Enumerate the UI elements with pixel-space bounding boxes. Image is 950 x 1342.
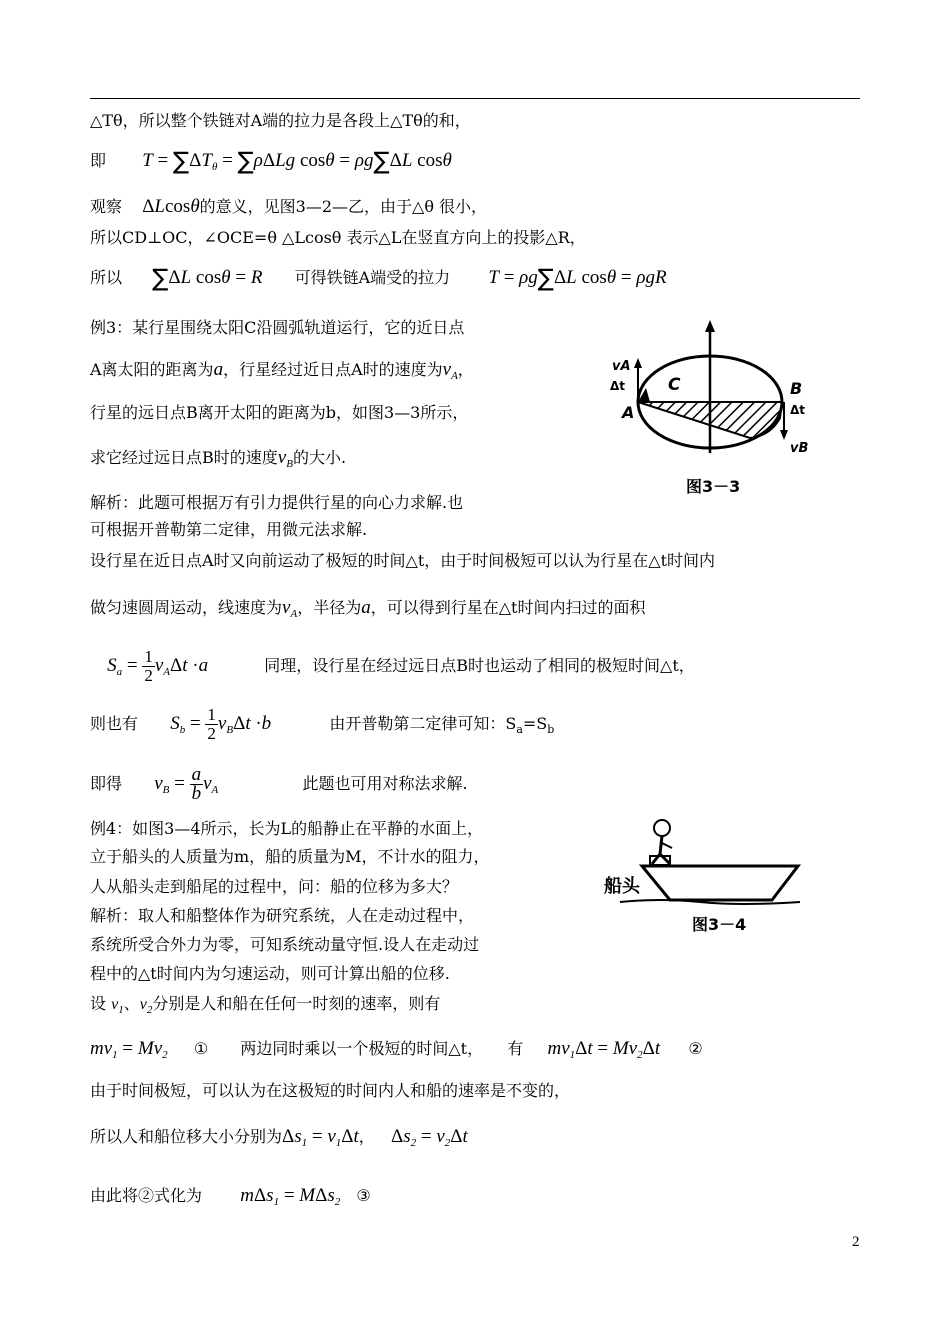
solution4-line4: 设 $v_1$、$v_2$分别是人和船在任何一时刻的速率，则有 (90, 994, 441, 1016)
header-rule (90, 98, 860, 99)
fig33-dt-right: Δt (790, 403, 806, 417)
fig33-caption: 图3－3 (686, 477, 741, 496)
page-number: 2 (852, 1234, 860, 1250)
solution3-area-b: 则也有 $S_b$ = $\frac{1}{2}$ $v_B\Delta t \cdot b$ 由开普勒第二定律可知：$S_a=S_b$ (90, 705, 555, 743)
fig33-B: B (790, 379, 803, 398)
boat-hull (642, 866, 798, 900)
solution3-line1: 解析：此题可根据万有引力提供行星的向心力求解.也 (90, 493, 464, 512)
example3-line2: A离太阳的距离为a，行星经过近日点A时的速度为$v_A$， (90, 359, 474, 382)
example4-line1: 例4：如图3—4所示，长为L的船静止在平静的水面上， (90, 819, 484, 838)
solution4-final-eq: 由此将②式化为 mΔs$_1$ = MΔs$_2$ ③ (90, 1185, 371, 1208)
fig34-bow-label: 船头 (604, 876, 640, 897)
solution3-line3: 设行星在近日点A时又向前运动了极短的时间△t，由于时间极短可以认为行星在△t时间内 (90, 551, 716, 570)
person-head (654, 820, 670, 836)
fig33-A: A (622, 403, 635, 422)
fig33-C: C (668, 375, 681, 395)
text-line-3: 观察 ΔLcosθ的意义，见图3—2—乙，由于△θ 很小， (90, 196, 488, 217)
text-line-5: 所以 ∑ΔL cosθ = R 可得铁链A端受的拉力 T = ρg∑ΔL cosθ = ρgR (90, 264, 667, 292)
equation-tension-sum: 即 $T = \sum\Delta T_\theta = \sum\rho\Delta Lg$ cosθ = ρg∑ΔL cosθ (90, 147, 452, 175)
solution4-line3: 程中的△t时间内为匀速运动，则可计算出船的位移. (90, 964, 450, 983)
person-body (660, 836, 662, 854)
example4-line2: 立于船头的人质量为m，船的质量为M，不计水的阻力， (90, 847, 490, 866)
text-line-1: △Tθ，所以整个铁链对A端的拉力是各段上△Tθ的和， (90, 111, 471, 130)
eq-prefix: 即 (90, 151, 107, 170)
fig33-vA: vA (612, 359, 631, 374)
solution3-result: 即得 $v_B$ = $\frac{a}{b}$ $v_A$ 此题也可用对称法求解. (90, 764, 468, 804)
solution4-line1: 解析：取人和船整体作为研究系统，人在走动过程中， (90, 906, 475, 925)
solution3-line4: 做匀速圆周运动，线速度为$v_A$，半径为a，可以得到行星在△t时间内扫过的面积 (90, 597, 646, 620)
fig34-caption: 图3－4 (692, 915, 747, 934)
example3-line4: 求它经过远日点B时的速度$v_B$的大小. (90, 447, 347, 470)
figure-3-4-boat (600, 814, 820, 944)
solution3-area-a: $S_a$ = $\frac{1}{2}$ $v_A\Delta t \cdot a$ 同理，设行星在经过远日点B时也运动了相同的极短时间△t， (107, 647, 695, 685)
example3-line1: 例3：某行星围绕太阳C沿圆弧轨道运行，它的近日点 (90, 318, 465, 337)
solution4-momentum-eq: $mv_1 = Mv_2$ ① 两边同时乘以一个极短的时间△t， 有 $mv_1\Delta t = Mv_2\Delta t$ ② (90, 1038, 703, 1061)
fig33-dt-left: Δt (610, 379, 626, 393)
solution4-displacements: 所以人和船位移大小分别为$\Delta s_1 = v_1\Delta t$， $\Delta s_2 = v_2\Delta t$ (90, 1126, 468, 1149)
solution3-line2: 可根据开普勒第二定律，用微元法求解. (90, 520, 368, 539)
example3-line3: 行星的远日点B离开太阳的距离为b，如图3—3所示， (90, 403, 469, 422)
text-line-4: 所以CD⊥OC，∠OCE=θ △Lcosθ 表示△L在竖直方向上的投影△R， (90, 228, 586, 247)
example4-line3: 人从船头走到船尾的过程中，问：船的位移为多大？ (90, 877, 459, 896)
figure-3-3-orbit (600, 318, 830, 508)
solution4-line2: 系统所受合外力为零，可知系统动量守恒.设人在走动过 (90, 935, 480, 954)
axis-arrow (705, 320, 715, 332)
solution4-line6: 由于时间极短，可以认为在这极短的时间内人和船的速率是不变的， (90, 1081, 571, 1100)
fig33-vB: vB (790, 441, 809, 456)
